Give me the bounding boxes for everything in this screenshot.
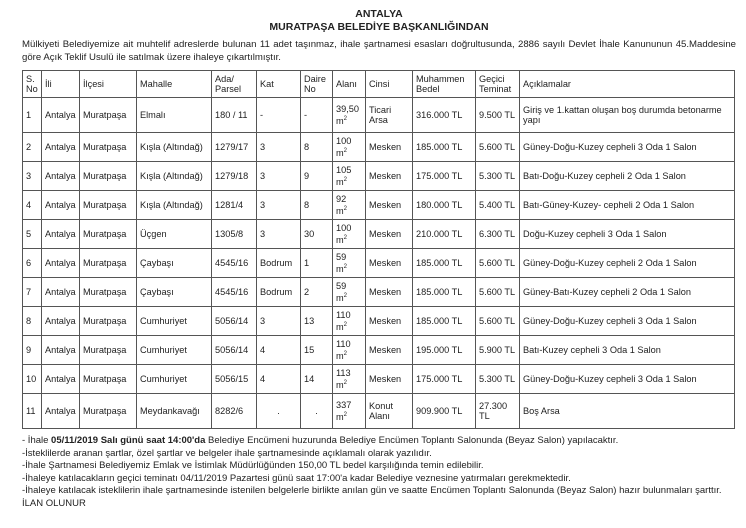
area-unit-exponent: 2: [343, 147, 347, 154]
area-value: 59: [336, 280, 347, 291]
cell-floor: Bodrum: [257, 278, 301, 307]
cell-province: Antalya: [42, 336, 80, 365]
cell-deposit: 5.900 TL: [476, 336, 520, 365]
cell-property-type: Ticari Arsa: [366, 98, 413, 133]
cell-province: Antalya: [42, 365, 80, 394]
property-table: [22, 70, 735, 429]
cell-deposit: 5.600 TL: [476, 133, 520, 162]
cell-description: Boş Arsa: [520, 394, 735, 429]
cell-unit-number: 8: [301, 191, 333, 220]
cell-neighborhood: Cumhuriyet: [137, 365, 212, 394]
cell-province: Antalya: [42, 220, 80, 249]
area-unit-exponent: 2: [343, 321, 347, 328]
cell-property-type: Mesken: [366, 249, 413, 278]
cell-block-parcel: 5056/14: [212, 307, 257, 336]
cell-area: [333, 307, 366, 336]
cell-unit-number: 30: [301, 220, 333, 249]
cell-district: Muratpaşa: [80, 220, 137, 249]
cell-neighborhood: Cumhuriyet: [137, 307, 212, 336]
cell-floor: 4: [257, 365, 301, 394]
cell-property-type: Mesken: [366, 336, 413, 365]
cell-description: Doğu-Kuzey cepheli 3 Oda 1 Salon: [520, 220, 735, 249]
cell-description: Güney-Batı-Kuzey cepheli 2 Oda 1 Salon: [520, 278, 735, 307]
cell-floor: 3: [257, 307, 301, 336]
cell-row-number: 3: [23, 162, 42, 191]
area-unit: m: [336, 380, 344, 391]
cell-property-type: Mesken: [366, 220, 413, 249]
cell-estimated-price: 210.000 TL: [413, 220, 476, 249]
table-header-row: [23, 71, 735, 98]
cell-province: Antalya: [42, 191, 80, 220]
cell-area: [333, 365, 366, 394]
area-unit-exponent: 2: [343, 115, 347, 122]
table-row: [23, 336, 735, 365]
cell-neighborhood: Kışla (Altındağ): [137, 162, 212, 191]
cell-deposit: 9.500 TL: [476, 98, 520, 133]
cell-row-number: 5: [23, 220, 42, 249]
table-row: [23, 365, 735, 394]
note-2: -İsteklilerde aranan şartlar, özel şartlar ve belgeler ihale şartnamesinde açıklamalı olarak yazılıdır.: [22, 447, 432, 459]
area-unit: m: [336, 412, 344, 423]
cell-area: [333, 98, 366, 133]
cell-province: Antalya: [42, 307, 80, 336]
cell-deposit: 27.300 TL: [476, 394, 520, 429]
area-value: 100: [336, 135, 352, 146]
column-header: Muhammen Bedel: [413, 71, 476, 98]
area-unit: m: [336, 293, 344, 304]
cell-block-parcel: 8282/6: [212, 394, 257, 429]
cell-estimated-price: 185.000 TL: [413, 278, 476, 307]
cell-block-parcel: 1305/8: [212, 220, 257, 249]
cell-province: Antalya: [42, 162, 80, 191]
cell-row-number: 1: [23, 98, 42, 133]
table-row: [23, 162, 735, 191]
table-body: [23, 98, 735, 429]
cell-neighborhood: Çaybaşı: [137, 249, 212, 278]
notice-intro: Mülkiyeti Belediyemize ait muhtelif adreslerde bulunan 11 adet taşınmaz, ihale şartnamesi esasları doğrultusunda, 2886 sayılı Devlet İhale Kanununun 45.Maddesine göre Açık Teklif Usulü ile satılmak üzere ihaleye çıkartılmıştır.: [22, 39, 736, 63]
cell-description: Batı-Güney-Kuzey- cepheli 2 Oda 1 Salon: [520, 191, 735, 220]
cell-neighborhood: Kışla (Altındağ): [137, 133, 212, 162]
note-3: -İhale Şartnamesi Belediyemiz Emlak ve İstimlak Müdürlüğünden 150,00 TL bedel karşılığında temin edilebilir.: [22, 460, 484, 472]
area-unit: m: [336, 148, 344, 159]
cell-row-number: 11: [23, 394, 42, 429]
cell-block-parcel: 5056/14: [212, 336, 257, 365]
column-header: İli: [42, 71, 80, 98]
cell-deposit: 5.300 TL: [476, 365, 520, 394]
table-row: [23, 98, 735, 133]
table-row: [23, 249, 735, 278]
cell-deposit: 6.300 TL: [476, 220, 520, 249]
cell-unit-number: 8: [301, 133, 333, 162]
cell-floor: 3: [257, 191, 301, 220]
note-1: [22, 435, 736, 448]
cell-property-type: Mesken: [366, 307, 413, 336]
table-row: [23, 278, 735, 307]
cell-district: Muratpaşa: [80, 133, 137, 162]
cell-description: Batı-Doğu-Kuzey cepheli 2 Oda 1 Salon: [520, 162, 735, 191]
cell-description: Güney-Doğu-Kuzey cepheli 2 Oda 1 Salon: [520, 249, 735, 278]
cell-description: Güney-Doğu-Kuzey cepheli 3 Oda 1 Salon: [520, 365, 735, 394]
cell-district: Muratpaşa: [80, 336, 137, 365]
area-value: 92: [336, 193, 347, 204]
cell-deposit: 5.300 TL: [476, 162, 520, 191]
area-value: 105: [336, 164, 352, 175]
area-unit: m: [336, 264, 344, 275]
cell-floor: 3: [257, 133, 301, 162]
cell-description: Güney-Doğu-Kuzey cepheli 3 Oda 1 Salon: [520, 133, 735, 162]
cell-district: Muratpaşa: [80, 307, 137, 336]
cell-floor: .: [257, 394, 301, 429]
cell-row-number: 8: [23, 307, 42, 336]
area-unit: m: [336, 177, 344, 188]
note-1-rest: Belediye Encümeni huzurunda Belediye Encümen Toplantı Salonunda (Beyaz Salon) yapılacaktır.: [205, 435, 619, 446]
area-unit-exponent: 2: [343, 234, 347, 241]
cell-floor: Bodrum: [257, 249, 301, 278]
column-header: Mahalle: [137, 71, 212, 98]
cell-description: Batı-Kuzey cepheli 3 Oda 1 Salon: [520, 336, 735, 365]
cell-area: [333, 162, 366, 191]
area-unit-exponent: 2: [343, 411, 347, 418]
column-header: Alanı: [333, 71, 366, 98]
notice-city: ANTALYA: [355, 8, 403, 20]
cell-block-parcel: 1281/4: [212, 191, 257, 220]
cell-floor: -: [257, 98, 301, 133]
cell-district: Muratpaşa: [80, 98, 137, 133]
notice-notes: [22, 435, 736, 511]
area-unit: m: [336, 235, 344, 246]
cell-deposit: 5.600 TL: [476, 278, 520, 307]
cell-unit-number: 1: [301, 249, 333, 278]
cell-deposit: 5.600 TL: [476, 249, 520, 278]
cell-block-parcel: 4545/16: [212, 249, 257, 278]
cell-unit-number: 2: [301, 278, 333, 307]
cell-province: Antalya: [42, 133, 80, 162]
cell-block-parcel: 4545/16: [212, 278, 257, 307]
area-value: 110: [336, 309, 351, 320]
cell-area: [333, 191, 366, 220]
table-row: [23, 191, 735, 220]
area-unit-exponent: 2: [343, 350, 347, 357]
area-unit-exponent: 2: [343, 379, 347, 386]
area-unit: m: [336, 116, 344, 127]
cell-block-parcel: 1279/18: [212, 162, 257, 191]
area-unit-exponent: 2: [343, 176, 347, 183]
cell-district: Muratpaşa: [80, 162, 137, 191]
cell-province: Antalya: [42, 394, 80, 429]
column-header: Geçici Teminat: [476, 71, 520, 98]
column-header: Ada/ Parsel: [212, 71, 257, 98]
table-row: [23, 307, 735, 336]
table-row: [23, 220, 735, 249]
area-unit: m: [336, 322, 344, 333]
cell-property-type: Konut Alanı: [366, 394, 413, 429]
cell-neighborhood: Meydankavağı: [137, 394, 212, 429]
note-4: -İhaleye katılacakların geçici teminatı 04/11/2019 Pazartesi günü saat 17:00'a kadar Belediye veznesine yatırmaları gerekmektedir.: [22, 472, 571, 484]
cell-row-number: 6: [23, 249, 42, 278]
cell-district: Muratpaşa: [80, 365, 137, 394]
cell-district: Muratpaşa: [80, 278, 137, 307]
cell-description: Giriş ve 1.kattan oluşan boş durumda betonarme yapı: [520, 98, 735, 133]
cell-estimated-price: 195.000 TL: [413, 336, 476, 365]
area-value: 59: [336, 251, 347, 262]
note-1-date: 05/11/2019 Salı günü saat 14:00'da: [51, 435, 206, 446]
column-header: Daire No: [301, 71, 333, 98]
closing-text: İLAN OLUNUR: [22, 497, 86, 509]
cell-floor: 4: [257, 336, 301, 365]
cell-property-type: Mesken: [366, 191, 413, 220]
area-value: 110: [336, 338, 351, 349]
area-unit-exponent: 2: [343, 292, 347, 299]
area-value: 337: [336, 399, 352, 410]
cell-neighborhood: Elmalı: [137, 98, 212, 133]
cell-area: [333, 220, 366, 249]
cell-row-number: 9: [23, 336, 42, 365]
cell-estimated-price: 316.000 TL: [413, 98, 476, 133]
cell-neighborhood: Çaybaşı: [137, 278, 212, 307]
cell-row-number: 7: [23, 278, 42, 307]
cell-property-type: Mesken: [366, 162, 413, 191]
cell-deposit: 5.400 TL: [476, 191, 520, 220]
cell-neighborhood: Üçgen: [137, 220, 212, 249]
cell-district: Muratpaşa: [80, 394, 137, 429]
cell-district: Muratpaşa: [80, 249, 137, 278]
table-row: [23, 394, 735, 429]
cell-property-type: Mesken: [366, 365, 413, 394]
cell-block-parcel: 180 / 11: [212, 98, 257, 133]
cell-estimated-price: 175.000 TL: [413, 365, 476, 394]
cell-unit-number: 13: [301, 307, 333, 336]
column-header: İlçesi: [80, 71, 137, 98]
cell-description: Güney-Doğu-Kuzey cepheli 3 Oda 1 Salon: [520, 307, 735, 336]
area-unit-exponent: 2: [343, 205, 347, 212]
note-1-prefix: - İhale: [22, 435, 52, 446]
area-value: 100: [336, 222, 352, 233]
cell-province: Antalya: [42, 249, 80, 278]
cell-area: [333, 336, 366, 365]
cell-property-type: Mesken: [366, 133, 413, 162]
cell-area: [333, 249, 366, 278]
cell-unit-number: 9: [301, 162, 333, 191]
cell-unit-number: .: [301, 394, 333, 429]
cell-floor: 3: [257, 220, 301, 249]
cell-unit-number: 15: [301, 336, 333, 365]
cell-deposit: 5.600 TL: [476, 307, 520, 336]
cell-floor: 3: [257, 162, 301, 191]
cell-block-parcel: 5056/15: [212, 365, 257, 394]
cell-estimated-price: 185.000 TL: [413, 133, 476, 162]
area-unit: m: [336, 206, 344, 217]
cell-unit-number: 14: [301, 365, 333, 394]
cell-row-number: 4: [23, 191, 42, 220]
cell-province: Antalya: [42, 98, 80, 133]
cell-estimated-price: 180.000 TL: [413, 191, 476, 220]
cell-estimated-price: 185.000 TL: [413, 249, 476, 278]
cell-estimated-price: 909.900 TL: [413, 394, 476, 429]
table-row: [23, 133, 735, 162]
notice-institution: MURATPAŞA BELEDİYE BAŞKANLIĞINDAN: [269, 21, 489, 33]
area-value: 39,50: [336, 103, 359, 114]
cell-property-type: Mesken: [366, 278, 413, 307]
note-5: -İhaleye katılacak isteklilerin ihale şartnamesinde istenilen belgelerle birlikte anılan gün ve saatte Encümen Toplantı Salonunda (Beyaz Salon) hazır bulunmaları şarttır.: [22, 485, 722, 497]
cell-area: [333, 394, 366, 429]
column-header: Kat: [257, 71, 301, 98]
column-header: S. No: [23, 71, 42, 98]
cell-row-number: 10: [23, 365, 42, 394]
column-header: Cinsi: [366, 71, 413, 98]
cell-province: Antalya: [42, 278, 80, 307]
cell-district: Muratpaşa: [80, 191, 137, 220]
column-header: Açıklamalar: [520, 71, 735, 98]
cell-estimated-price: 175.000 TL: [413, 162, 476, 191]
area-unit: m: [336, 351, 344, 362]
cell-row-number: 2: [23, 133, 42, 162]
cell-neighborhood: Kışla (Altındağ): [137, 191, 212, 220]
area-value: 113: [336, 367, 351, 378]
cell-area: [333, 133, 366, 162]
cell-area: [333, 278, 366, 307]
cell-unit-number: -: [301, 98, 333, 133]
cell-block-parcel: 1279/17: [212, 133, 257, 162]
area-unit-exponent: 2: [343, 263, 347, 270]
cell-estimated-price: 185.000 TL: [413, 307, 476, 336]
cell-neighborhood: Cumhuriyet: [137, 336, 212, 365]
